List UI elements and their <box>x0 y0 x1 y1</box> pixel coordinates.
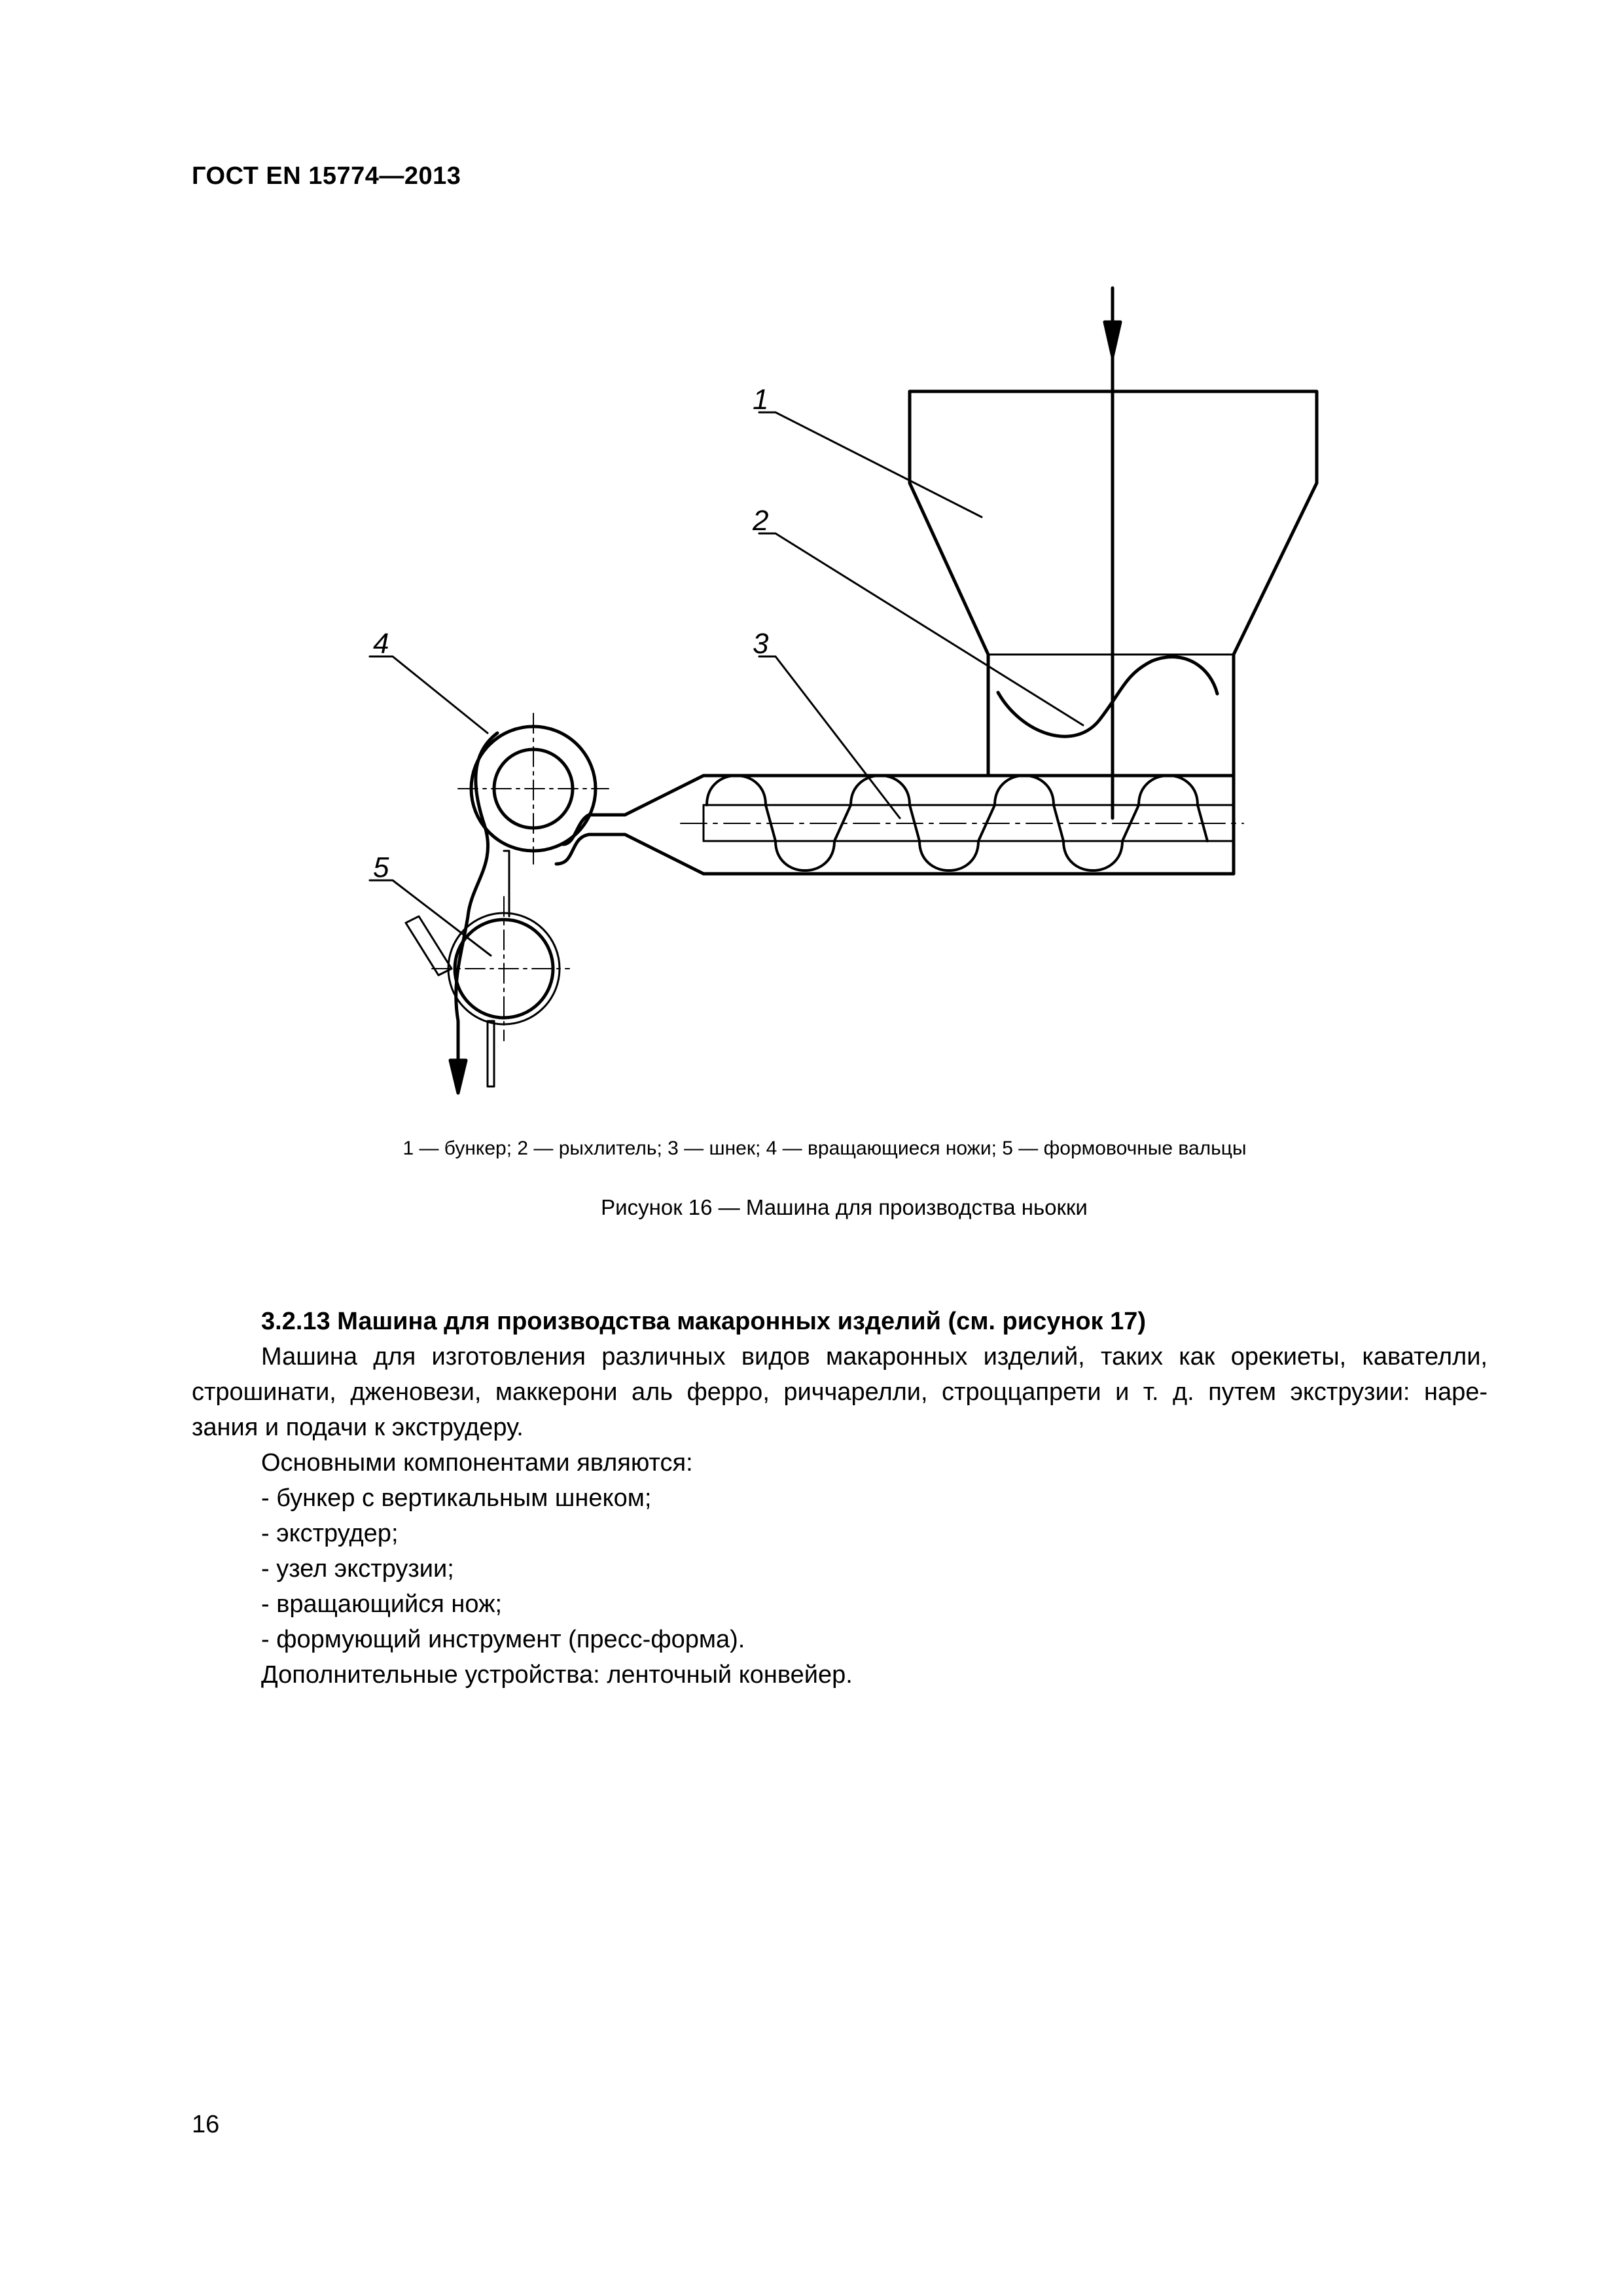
loosener <box>998 657 1217 737</box>
additional-devices: Дополнительные устройства: ленточный конвейер. <box>261 1661 853 1689</box>
list-item: - экструдер; <box>261 1520 399 1547</box>
section-3-2-13 <box>192 1304 1488 1693</box>
callout-4: 4 <box>373 628 389 660</box>
leader-5 <box>370 880 491 956</box>
list-item: - формующий инструмент (пресс-форма). <box>261 1626 745 1653</box>
list-item: - бункер с вертикальным шнеком; <box>261 1484 652 1512</box>
leader-3 <box>759 656 900 818</box>
screw-barrel <box>589 776 1234 874</box>
page-number: 16 <box>192 2111 220 2138</box>
leader-4 <box>370 656 488 733</box>
paragraph-line: Машина для изготовления различных видов макаронных изделий, таких как орекиеты, кавателли, <box>261 1343 1488 1371</box>
output-arrowhead <box>450 1060 466 1093</box>
leader-2 <box>759 533 1083 725</box>
callout-1: 1 <box>753 384 769 416</box>
paragraph-line: строшинати, дженовези, маккерони аль ферро, риччарелли, строццапрети и т. д. путем экструзии: наре- <box>192 1378 1488 1406</box>
list-item: - вращающийся нож; <box>261 1590 503 1618</box>
leader-1 <box>759 412 982 517</box>
document-header: ГОСТ EN 15774—2013 <box>192 162 461 190</box>
figure-caption: Рисунок 16 — Машина для производства ньокки <box>601 1195 1088 1219</box>
figure-legend: 1 — бункер; 2 — рыхлитель; 3 — шнек; 4 — вращающиеся ножи; 5 — формовочные вальцы <box>402 1138 1247 1159</box>
components-intro: Основными компонентами являются: <box>261 1449 693 1477</box>
callout-3: 3 <box>753 628 769 660</box>
feed-arrowhead <box>1105 322 1120 357</box>
callout-2: 2 <box>753 505 769 537</box>
list-item: - узел экструзии; <box>261 1555 454 1583</box>
paragraph-line: зания и подачи к экструдеру. <box>192 1414 524 1441</box>
callout-5: 5 <box>373 852 389 884</box>
section-heading: 3.2.13 Машина для производства макаронных изделий (см. рисунок 17) <box>261 1308 1147 1335</box>
